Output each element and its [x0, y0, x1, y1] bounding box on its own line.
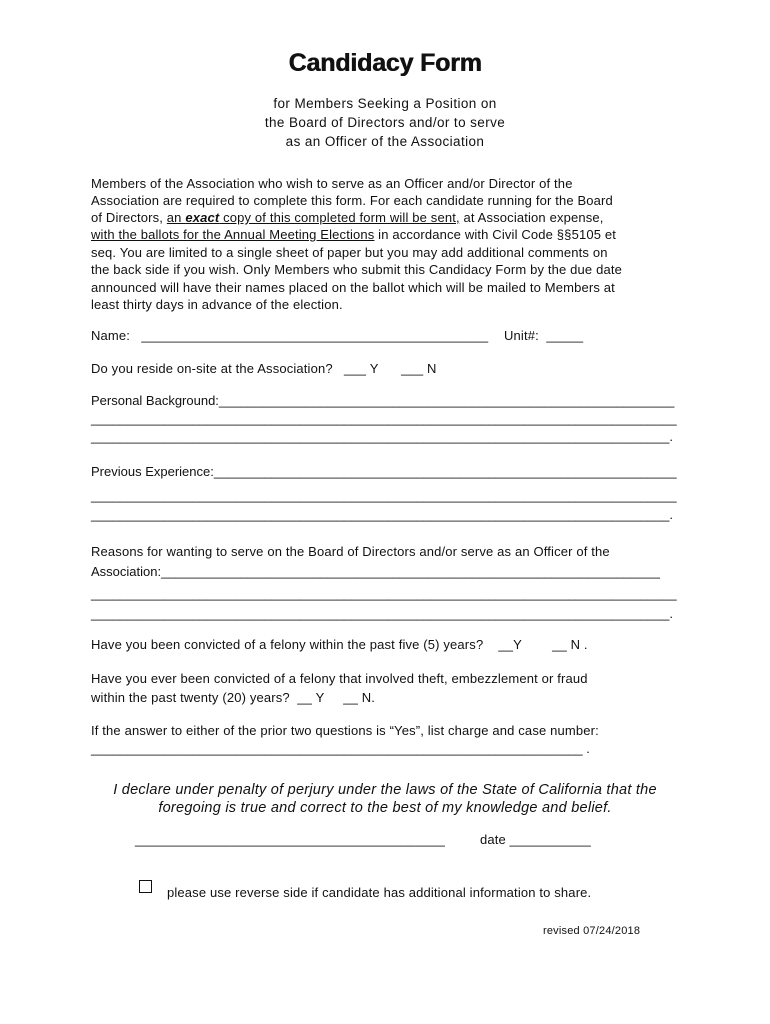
subtitle-line-1: for Members Seeking a Position on [273, 96, 497, 111]
charge-question: If the answer to either of the prior two questions is “Yes”, list charge and case number: [91, 723, 599, 738]
reasons-line-1: Reasons for wanting to serve on the Board of Directors and/or serve as an Officer of the [91, 544, 610, 559]
intro-line: least thirty days in advance of the election. [91, 297, 343, 312]
felony-20yr-yes-blank[interactable]: __ Y [297, 690, 325, 705]
intro-line [91, 210, 604, 225]
intro-line: announced will have their names placed on the ballot which will be mailed to Members at [91, 280, 615, 295]
intro-line [91, 227, 616, 242]
unit-field[interactable] [504, 328, 583, 343]
subtitle-line-2: the Board of Directors and/or to serve [264, 115, 506, 130]
background-line-1[interactable] [91, 393, 674, 408]
reasons-line-2[interactable] [91, 564, 660, 579]
name-label: Name: [91, 328, 131, 343]
intro-text: in accordance with Civil Code §§5105 et [374, 227, 616, 242]
reside-yes-blank[interactable]: ___ Y [344, 361, 379, 376]
charge-blank[interactable]: ____________________________________________________________________ . [91, 741, 590, 756]
intro-text: copy of this completed form will be sent, [219, 210, 460, 225]
felony-20yr-no-blank[interactable]: __ N. [343, 690, 376, 705]
declaration-line-2: foregoing is true and correct to the best of my knowledge and belief. [158, 800, 612, 816]
name-field[interactable] [91, 328, 488, 343]
experience-line-1[interactable] [91, 464, 677, 479]
declaration-line-1: I declare under penalty of perjury under the laws of the State of California that the [113, 782, 657, 798]
felony-5yr-no-blank[interactable]: __ N . [552, 637, 588, 652]
felony-20yr-text: within the past twenty (20) years? [91, 690, 290, 705]
experience-line-2[interactable]: _________________________________________________________________________________ [91, 488, 677, 503]
experience-label: Previous Experience: [91, 464, 214, 479]
intro-line: Members of the Association who wish to serve as an Officer and/or Director of the [91, 176, 573, 191]
intro-text: at Association expense, [459, 210, 604, 225]
additional-info-checkbox[interactable] [139, 880, 152, 893]
background-blank[interactable]: _______________________________________________________________ [218, 393, 675, 408]
intro-underlined-text [167, 210, 460, 225]
background-line-2[interactable]: _________________________________________________________________________________ [91, 411, 677, 426]
intro-line: seq. You are limited to a single sheet of paper but you may add additional comments on [91, 245, 608, 260]
date-field[interactable] [480, 832, 591, 847]
reside-question-text: Do you reside on-site at the Association? [91, 361, 333, 376]
intro-line: Association are required to complete this form. For each candidate running for the Board [91, 193, 613, 208]
date-blank[interactable]: ___________ [509, 832, 591, 847]
intro-underlined-text: with the ballots for the Annual Meeting Elections [91, 227, 375, 242]
felony-20yr-line-1: Have you ever been convicted of a felony that involved theft, embezzlement or fraud [91, 671, 588, 686]
experience-line-3[interactable]: ________________________________________________________________________________. [91, 507, 674, 522]
signature-blank[interactable]: __________________________________________ [135, 832, 445, 847]
revision-date: revised 07/24/2018 [543, 925, 641, 937]
intro-text: an [166, 210, 186, 225]
reasons-line-4[interactable]: ________________________________________________________________________________. [91, 606, 674, 621]
intro-line: the back side if you wish. Only Members who submit this Candidacy Form by the due date [91, 262, 622, 277]
unit-label: Unit#: [504, 328, 539, 343]
reasons-line-3[interactable]: _________________________________________________________________________________ [91, 586, 677, 601]
experience-blank[interactable]: ________________________________________________________________ [213, 464, 677, 479]
checkbox-label: please use reverse side if candidate has additional information to share. [167, 885, 592, 900]
felony-5yr-text: Have you been convicted of a felony within the past five (5) years? [91, 637, 484, 652]
felony-5yr-question [91, 637, 588, 652]
background-line-3[interactable]: ________________________________________________________________________________. [91, 429, 674, 444]
background-label: Personal Background: [91, 393, 219, 408]
unit-blank[interactable]: _____ [546, 328, 584, 343]
subtitle-line-3: as an Officer of the Association [285, 134, 485, 149]
reasons-label: Association: [91, 564, 162, 579]
date-label: date [480, 832, 506, 847]
felony-20yr-line-2 [91, 690, 375, 705]
name-blank[interactable]: _______________________________________________ [141, 328, 489, 343]
form-title: Candidacy Form [288, 49, 482, 77]
intro-emphasis: exact [185, 210, 220, 225]
intro-text: of Directors, [91, 210, 167, 225]
felony-5yr-yes-blank[interactable]: __Y [498, 637, 522, 652]
reside-question [91, 361, 437, 376]
reasons-blank[interactable]: _____________________________________________________________________ [161, 564, 660, 579]
reside-no-blank[interactable]: ___ N [401, 361, 437, 376]
